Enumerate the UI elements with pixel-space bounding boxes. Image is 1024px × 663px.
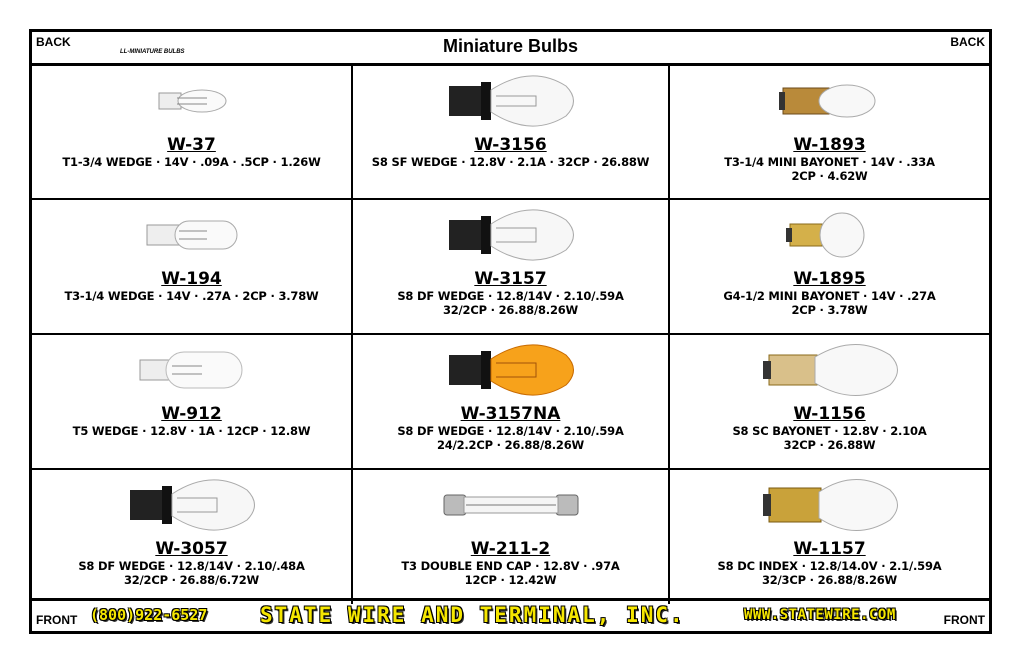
spec-line-1: G4-1/2 MINI BAYONET · 14V · .27A [723,289,936,303]
bulb-chart-sheet [29,29,992,634]
spec-line-1: S8 DF WEDGE · 12.8/14V · 2.10/.59A [397,424,624,438]
spec-line-1: S8 DC INDEX · 12.8/14.0V · 2.1/.59A [717,559,942,573]
spec-line-2: 24/2.2CP · 26.88/8.26W [436,438,585,452]
bulb-cell [353,66,670,200]
bayonet-bulb-icon [670,335,989,405]
wedge-base-amber-bulb-icon [353,335,668,405]
bulb-cell [32,200,353,335]
spec-line-2: 2CP · 3.78W [791,303,868,317]
part-number: W-3057 [155,539,228,559]
wedge-base-bulb-icon [32,470,351,540]
page-title: Miniature Bulbs [442,36,578,56]
spec-line-2: 32/2CP · 26.88/8.26W [442,303,579,317]
bayonet-bulb-icon [670,470,989,540]
bulb-cell [353,470,670,604]
spec-line-1: T3-1/4 WEDGE · 14V · .27A · 2CP · 3.78W [64,289,319,303]
spec-line-1: T5 WEDGE · 12.8V · 1A · 12CP · 12.8W [72,424,311,438]
wedge-base-bulb-icon [353,66,668,136]
header [32,32,989,66]
small-wedge-bulb-icon [32,200,351,270]
part-number: W-1895 [793,269,866,289]
spec-line-2: 32/3CP · 26.88/8.26W [761,573,898,587]
bulb-cell [353,200,670,335]
bulb-cell [670,335,989,470]
part-number: W-1893 [793,135,866,155]
spec-line-1: S8 DF WEDGE · 12.8/14V · 2.10/.59A [397,289,624,303]
bulb-cell [353,335,670,470]
part-number: W-912 [161,404,222,424]
front-label-right: FRONT [943,613,985,627]
bulb-cell [670,66,989,200]
spec-line-1: T1-3/4 WEDGE · 14V · .09A · .5CP · 1.26W [62,155,321,169]
phone-number: (800)922-6527 [90,606,208,624]
part-number: W-37 [167,135,216,155]
spec-line-2: 32CP · 26.88W [783,438,876,452]
back-label-right: BACK [950,35,985,49]
part-number: W-194 [161,269,222,289]
company-name: STATE WIRE AND TERMINAL, INC. [260,603,685,627]
part-number: W-3157NA [460,404,561,424]
front-label-left: FRONT [36,613,78,627]
part-number: W-3157 [474,269,547,289]
subtitle: LL-MINIATURE BULBS [120,49,185,55]
spec-line-1: T3 DOUBLE END CAP · 12.8V · .97A [401,559,620,573]
part-number: W-1156 [793,404,866,424]
small-wedge-bulb-icon [32,66,351,136]
festoon-bulb-icon [353,470,668,540]
bulb-cell [32,470,353,604]
spec-line-2: 12CP · 12.42W [464,573,557,587]
footer [32,598,989,631]
mini-bayonet-bulb-icon [670,66,989,136]
spec-line-1: T3-1/4 MINI BAYONET · 14V · .33A [724,155,935,169]
spec-line-1: S8 SC BAYONET · 12.8V · 2.10A [732,424,927,438]
spec-line-2: 2CP · 4.62W [791,169,868,183]
bulb-cell [32,335,353,470]
wedge-base-bulb-icon [353,200,668,270]
spec-line-2: 32/2CP · 26.88/6.72W [123,573,260,587]
bulb-cell [670,470,989,604]
website: WWW.STATEWIRE.COM [744,607,896,623]
back-label-left: BACK [36,35,71,49]
bulb-grid [32,66,989,604]
part-number: W-1157 [793,539,866,559]
t5-wedge-bulb-icon [32,335,351,405]
bulb-cell [32,66,353,200]
mini-bayonet-bulb-icon [670,200,989,270]
spec-line-1: S8 SF WEDGE · 12.8V · 2.1A · 32CP · 26.88W [371,155,650,169]
part-number: W-211-2 [470,539,551,559]
part-number: W-3156 [474,135,547,155]
spec-line-1: S8 DF WEDGE · 12.8/14V · 2.10/.48A [78,559,305,573]
bulb-cell [670,200,989,335]
